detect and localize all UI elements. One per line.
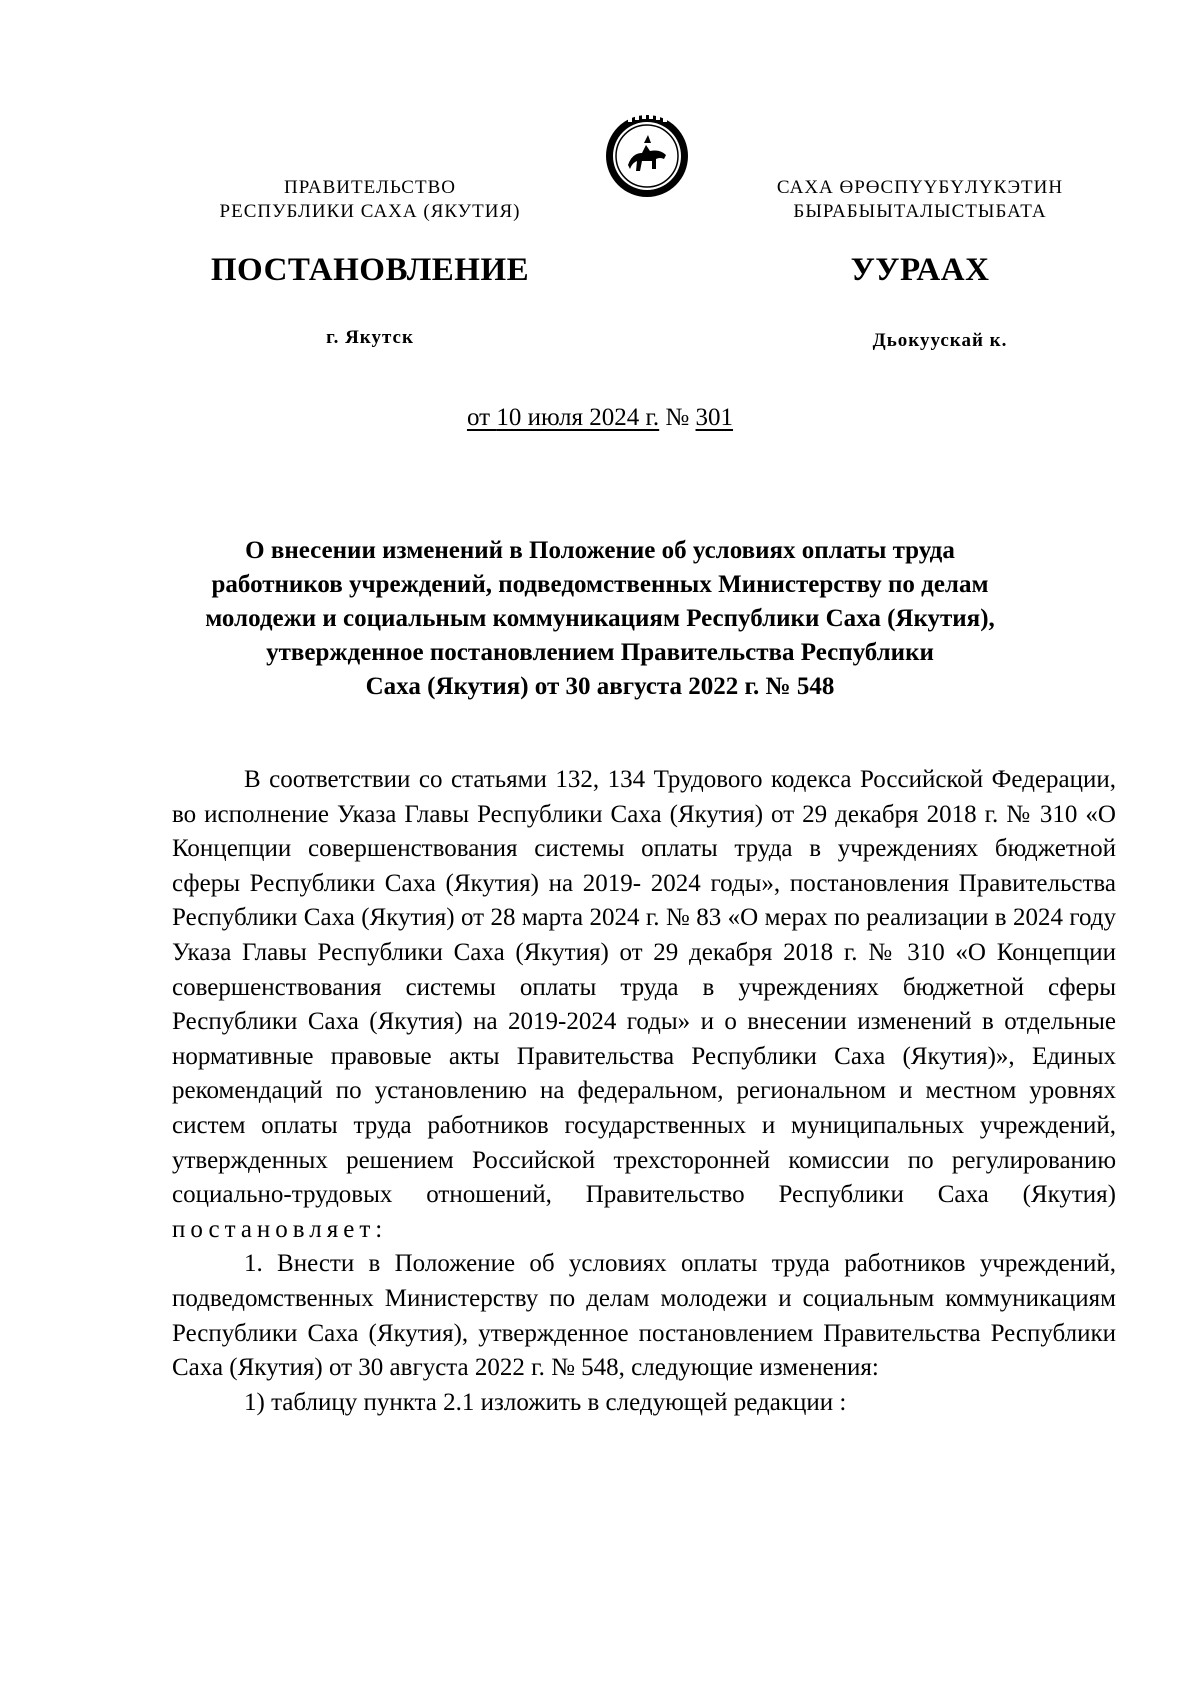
coat-of-arms-emblem <box>604 113 690 199</box>
right-organization-name <box>700 176 1140 224</box>
preamble-paragraph <box>172 763 1116 1247</box>
document-date: 10 июля 2024 г. <box>496 404 660 431</box>
right-document-type: УУРААХ <box>850 252 990 288</box>
title-line-3: молодежи и социальным коммуникациям Республики Саха (Якутия), <box>205 605 995 632</box>
title-line-2: работников учреждений, подведомственных Министерству по делам <box>211 571 989 598</box>
item-1-paragraph: 1. Внести в Положение об условиях оплаты труда работников учреждений, подведомственных Министерству по делам молодежи и социальным коммуникациям Республики Саха (Якутия), утвержденное постановлением Правительства Республики Саха (Якутия) от 30 августа 2022 г. № 548, следующие изменения: <box>172 1250 1116 1382</box>
right-org-line-2: БЫРАБЫЫТАЛЫСТЫБАТА <box>793 201 1047 222</box>
document-body <box>172 763 1116 1420</box>
number-sign: № <box>659 404 696 431</box>
resolves-word: постановляет: <box>172 1215 388 1243</box>
left-org-line-1: ПРАВИТЕЛЬСТВО <box>284 177 456 198</box>
right-city: Дьокуускай к. <box>872 330 1008 351</box>
left-org-line-2: РЕСПУБЛИКИ САХА (ЯКУТИЯ) <box>219 201 521 222</box>
document-number: 301 <box>695 404 734 431</box>
preamble-text: В соответствии со статьями 132, 134 Трудового кодекса Российской Федерации, во исполнение Указа Главы Республики Саха (Якутия) от 29 декабря 2018 г. № 310 «О Концепции совершенствования системы оплаты труда в учреждениях бюджетной сферы Республики Саха (Якутия) на 2019- 2024 годы», постановления Правительства Республики Саха (Якутия) от 28 марта 2024 г. № 83 «О мерах по реализации в 2024 году Указа Главы Республики Саха (Якутия) от 29 декабря 2018 г. № 310 «О Концепции совершенствования системы оплаты труда в учреждениях бюджетной сферы Республики Саха (Якутия) на 2019-2024 годы» и о внесении изменений в отдельные нормативные правовые акты Правительства Республики Саха (Якутия)», Единых рекомендаций по установлению на федеральном, региональном и местном уровнях систем оплаты труда работников государственных и муниципальных учреждений, утвержденных решением Российской трехсторонней комиссии по регулированию социально-трудовых отношений, Правительство Республики Саха (Якутия) <box>172 766 1116 1209</box>
title-line-5: Саха (Якутия) от 30 августа 2022 г. № 548 <box>365 673 835 700</box>
title-line-1: О внесении изменений в Положение об условиях оплаты труда <box>245 537 955 564</box>
document-date-line <box>0 404 1200 432</box>
left-organization-name <box>150 176 590 224</box>
left-document-type: ПОСТАНОВЛЕНИЕ <box>210 252 530 288</box>
item-1-subitem-1: 1) таблицу пункта 2.1 изложить в следующей редакции : <box>244 1388 847 1416</box>
date-prefix: от <box>466 404 497 431</box>
right-org-line-1: САХА ӨРӨСПYYБYЛYКЭТИН <box>776 177 1064 198</box>
title-line-4: утвержденное постановлением Правительства Республики <box>266 639 934 666</box>
left-city: г. Якутск <box>326 327 414 348</box>
document-title <box>150 534 1050 704</box>
